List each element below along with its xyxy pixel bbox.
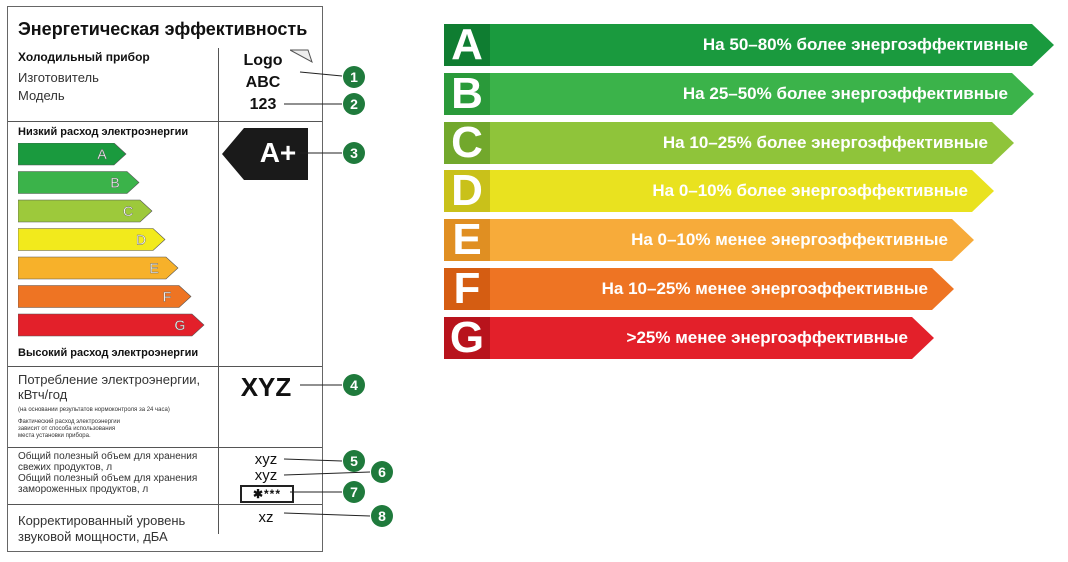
- scale-row-c: [444, 118, 1014, 167]
- callout-lines: [0, 0, 400, 562]
- scale-letter-b: B: [451, 69, 483, 118]
- scale-row-a: [444, 20, 1054, 69]
- scale-text-g: >25% менее энергоэффективные: [626, 328, 908, 347]
- scale-row-f: [444, 264, 954, 313]
- freezer-stars: ✱***: [240, 485, 294, 503]
- scale-text-e: На 0–10% менее энергоэффективные: [631, 230, 948, 249]
- small-class-letter-f: F: [162, 288, 172, 305]
- scale-letter-f: F: [453, 264, 481, 313]
- small-class-letter-a: A: [97, 146, 107, 162]
- frozen-volume-value: xyz: [254, 467, 278, 484]
- logo-brand: ABC: [245, 74, 281, 91]
- fresh-volume-value: xyz: [254, 451, 278, 468]
- small-class-letter-d: D: [135, 231, 147, 248]
- consumption-fact-3: места установки прибора.: [18, 433, 91, 439]
- frozen-volume-label-2: замороженных продуктов, л: [18, 484, 149, 495]
- consumption-note: (на основании результатов нормоконтроля за 24 часа): [18, 407, 170, 413]
- label-title: Энергетическая эффективность: [18, 19, 308, 39]
- callout-5: 5: [343, 450, 365, 472]
- small-class-letter-g: G: [174, 317, 186, 333]
- callout-6: 6: [371, 461, 393, 483]
- fresh-volume-label-2: свежих продуктов, л: [18, 462, 113, 473]
- small-class-letter-b: B: [110, 174, 120, 191]
- scale-letter-c: C: [451, 118, 483, 167]
- low-consumption-label: Низкий расход электроэнергии: [18, 126, 189, 138]
- scale-letter-e: E: [452, 215, 482, 264]
- noise-label-2: звуковой мощности, дБА: [18, 529, 168, 544]
- scale-row-g: [444, 313, 934, 362]
- callout-3: 3: [343, 142, 365, 164]
- scale-text-a: На 50–80% более энергоэффективные: [702, 35, 1028, 54]
- efficiency-scale: [444, 20, 1064, 364]
- callout-4: 4: [343, 374, 365, 396]
- logo-model: 123: [249, 96, 277, 113]
- small-class-letter-c: C: [122, 203, 134, 219]
- scale-text-f: На 10–25% менее энергоэффективные: [601, 279, 928, 298]
- fresh-volume-label-1: Общий полезный объем для хранения: [18, 451, 198, 462]
- rating-value: A+: [259, 137, 297, 168]
- consumption-fact-1: Фактический расход электроэнергии: [18, 419, 120, 425]
- consumption-label-2: кВтч/год: [18, 387, 68, 402]
- callout-8: 8: [371, 505, 393, 527]
- scale-letter-g: G: [449, 313, 485, 362]
- scale-text-b: На 25–50% более энергоэффективные: [682, 84, 1008, 103]
- scale-letter-d: D: [451, 166, 483, 215]
- callout-1: 1: [343, 66, 365, 88]
- consumption-label-1: Потребление электроэнергии,: [18, 372, 201, 387]
- scale-row-e: [444, 215, 974, 264]
- scale-text-d: На 0–10% более энергоэффективные: [652, 181, 968, 200]
- model-label: Модель: [18, 88, 65, 103]
- scale-text-c: На 10–25% более энергоэффективные: [662, 133, 988, 152]
- consumption-fact-2: зависит от способа использования: [18, 426, 116, 432]
- noise-value: xz: [258, 509, 274, 526]
- logo-text: Logo: [243, 52, 283, 69]
- scale-row-b: [444, 69, 1034, 118]
- label-subtitle: Холодильный прибор: [18, 50, 150, 64]
- callout-2: 2: [343, 93, 365, 115]
- high-consumption-label: Высокий расход электроэнергии: [18, 347, 199, 359]
- noise-label-1: Корректированный уровень: [18, 513, 186, 528]
- callout-7: 7: [343, 481, 365, 503]
- consumption-value: XYZ: [240, 372, 292, 402]
- scale-letter-a: A: [451, 20, 483, 69]
- frozen-volume-label-1: Общий полезный объем для хранения: [18, 473, 198, 484]
- manufacturer-label: Изготовитель: [18, 70, 99, 85]
- small-class-letter-e: E: [149, 260, 159, 276]
- scale-row-d: [444, 166, 994, 215]
